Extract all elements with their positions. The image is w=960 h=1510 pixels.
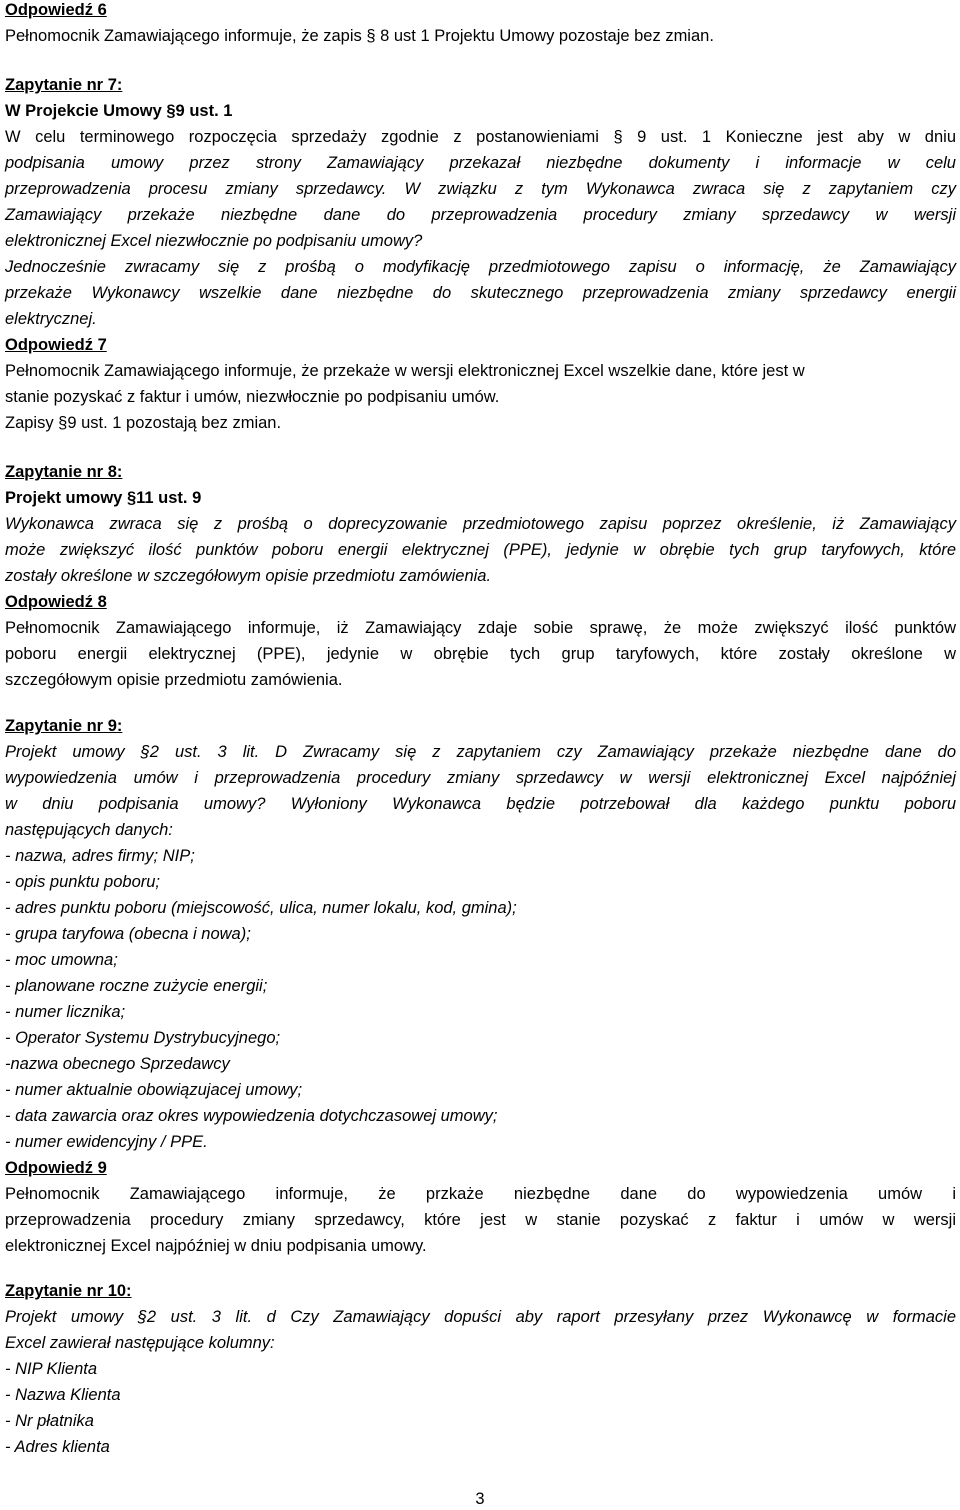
- paragraph-line: szczegółowym opisie przedmiotu zamówienia.: [5, 671, 343, 689]
- paragraph-line: elektronicznej Excel niezwłocznie po podpisaniu umowy?: [5, 232, 423, 250]
- list-item: - Nr płatnika: [5, 1412, 94, 1430]
- question-10-section: [5, 1278, 956, 1460]
- paragraph-line: może zwiększyć ilość punktów poboru energii elektrycznej (PPE), jedynie w obrębie tych grup taryfowych, które: [5, 541, 956, 559]
- paragraph-line: przeprowadzenia procesu zmiany sprzedawcy. W związku z tym Wykonawca zwraca się z zapytaniem czy: [5, 180, 956, 198]
- answer-6-section: [5, 0, 956, 49]
- paragraph-line: podpisania umowy przez strony Zamawiający przekazał niezbędne dokumenty i informacje w celu: [5, 154, 956, 172]
- list-item: - nazwa, adres firmy; NIP;: [5, 847, 195, 865]
- list-item: - numer ewidencyjny / PPE.: [5, 1133, 208, 1151]
- paragraph-line: Projekt umowy §2 ust. 3 lit. D Zwracamy się z zapytaniem czy Zamawiający przekaże niezbędne dane do: [5, 743, 956, 761]
- paragraph-line: Pełnomocnik Zamawiającego informuje, iż Zamawiający zdaje sobie sprawę, że może zwiększyć ilość punktów: [5, 619, 956, 637]
- paragraph-line: Zapisy §9 ust. 1 pozostają bez zmian.: [5, 414, 282, 432]
- list-item: -nazwa obecnego Sprzedawcy: [5, 1055, 230, 1073]
- answer-6-heading: Odpowiedź 6: [5, 1, 107, 19]
- question-7-section: [5, 72, 956, 436]
- list-item: - numer licznika;: [5, 1003, 126, 1021]
- paragraph-line: poboru energii elektrycznej (PPE), jedynie w obrębie tych grup taryfowych, które zostały określone w: [5, 645, 956, 663]
- paragraph-line: elektrycznej.: [5, 310, 97, 328]
- paragraph-line: w dniu podpisania umowy? Wyłoniony Wykonawca będzie potrzebował dla każdego punktu poboru: [5, 795, 956, 813]
- list-item: - Adres klienta: [5, 1438, 110, 1456]
- question-9-heading: Zapytanie nr 9:: [5, 717, 123, 735]
- list-item: - opis punktu poboru;: [5, 873, 161, 891]
- list-item: - moc umowna;: [5, 951, 118, 969]
- paragraph-line: elektronicznej Excel najpóźniej w dniu podpisania umowy.: [5, 1237, 427, 1255]
- list-item: - grupa taryfowa (obecna i nowa);: [5, 925, 251, 943]
- paragraph-line: W celu terminowego rozpoczęcia sprzedaży zgodnie z postanowieniami § 9 ust. 1 Konieczne jest aby w dniu: [5, 128, 956, 146]
- paragraph-line: Pełnomocnik Zamawiającego informuje, że przkaże niezbędne dane do wypowiedzenia umów i: [5, 1185, 956, 1203]
- paragraph-line: wypowiedzenia umów i przeprowadzenia procedury zmiany sprzedawcy w wersji elektronicznej Excel najpóźniej: [5, 769, 956, 787]
- paragraph-line: Excel zawierał następujące kolumny:: [5, 1334, 275, 1352]
- paragraph-line: zostały określone w szczegółowym opisie przedmiotu zamówienia.: [5, 567, 492, 585]
- list-item: - NIP Klienta: [5, 1360, 98, 1378]
- list-item: - data zawarcia oraz okres wypowiedzenia dotychczasowej umowy;: [5, 1107, 498, 1125]
- answer-9-heading: Odpowiedź 9: [5, 1159, 107, 1177]
- question-10-heading: Zapytanie nr 10:: [5, 1282, 132, 1300]
- paragraph-line: przekaże Wykonawcy wszelkie dane niezbędne do skutecznego przeprowadzenia zmiany sprzedawcy energii: [5, 284, 956, 302]
- paragraph-line: przeprowadzenia procedury zmiany sprzedawcy, które jest w stanie pozyskać z faktur i umów w wersji: [5, 1211, 956, 1229]
- question-8-reference: Projekt umowy §11 ust. 9: [5, 489, 202, 507]
- paragraph-line: Wykonawca zwraca się z prośbą o doprecyzowanie przedmiotowego zapisu poprzez określenie, iż Zamawiający: [5, 515, 956, 533]
- page-number: 3: [475, 1490, 485, 1508]
- paragraph-line: Jednocześnie zwracamy się z prośbą o modyfikację przedmiotowego zapisu o informację, że Zamawiający: [5, 258, 956, 276]
- question-8-heading: Zapytanie nr 8:: [5, 463, 123, 481]
- list-item: - Operator Systemu Dystrybucyjnego;: [5, 1029, 281, 1047]
- paragraph-line: stanie pozyskać z faktur i umów, niezwłocznie po podpisaniu umów.: [5, 388, 500, 406]
- paragraph-line: Pełnomocnik Zamawiającego informuje, że przekaże w wersji elektronicznej Excel wszelkie dane, które jest w: [5, 362, 805, 380]
- question-8-section: [5, 459, 956, 693]
- answer-8-heading: Odpowiedź 8: [5, 593, 107, 611]
- list-item: - Nazwa Klienta: [5, 1386, 121, 1404]
- list-item: - adres punktu poboru (miejscowość, ulica, numer lokalu, kod, gmina);: [5, 899, 517, 917]
- question-7-heading: Zapytanie nr 7:: [5, 76, 123, 94]
- list-item: - planowane roczne zużycie energii;: [5, 977, 268, 995]
- list-item: - numer aktualnie obowiązujacej umowy;: [5, 1081, 303, 1099]
- paragraph-line: Zamawiający przekaże niezbędne dane do przeprowadzenia procedury zmiany sprzedawcy w wersji: [5, 206, 956, 224]
- question-9-section: [5, 713, 956, 1259]
- answer-7-heading: Odpowiedź 7: [5, 336, 107, 354]
- paragraph-line: następujących danych:: [5, 821, 173, 839]
- question-7-reference: W Projekcie Umowy §9 ust. 1: [5, 102, 233, 120]
- paragraph-line: Projekt umowy §2 ust. 3 lit. d Czy Zamawiający dopuści aby raport przesyłany przez Wykonawcę w formacie: [5, 1308, 956, 1326]
- paragraph-line: Pełnomocnik Zamawiającego informuje, że zapis § 8 ust 1 Projektu Umowy pozostaje bez zmian.: [5, 27, 714, 45]
